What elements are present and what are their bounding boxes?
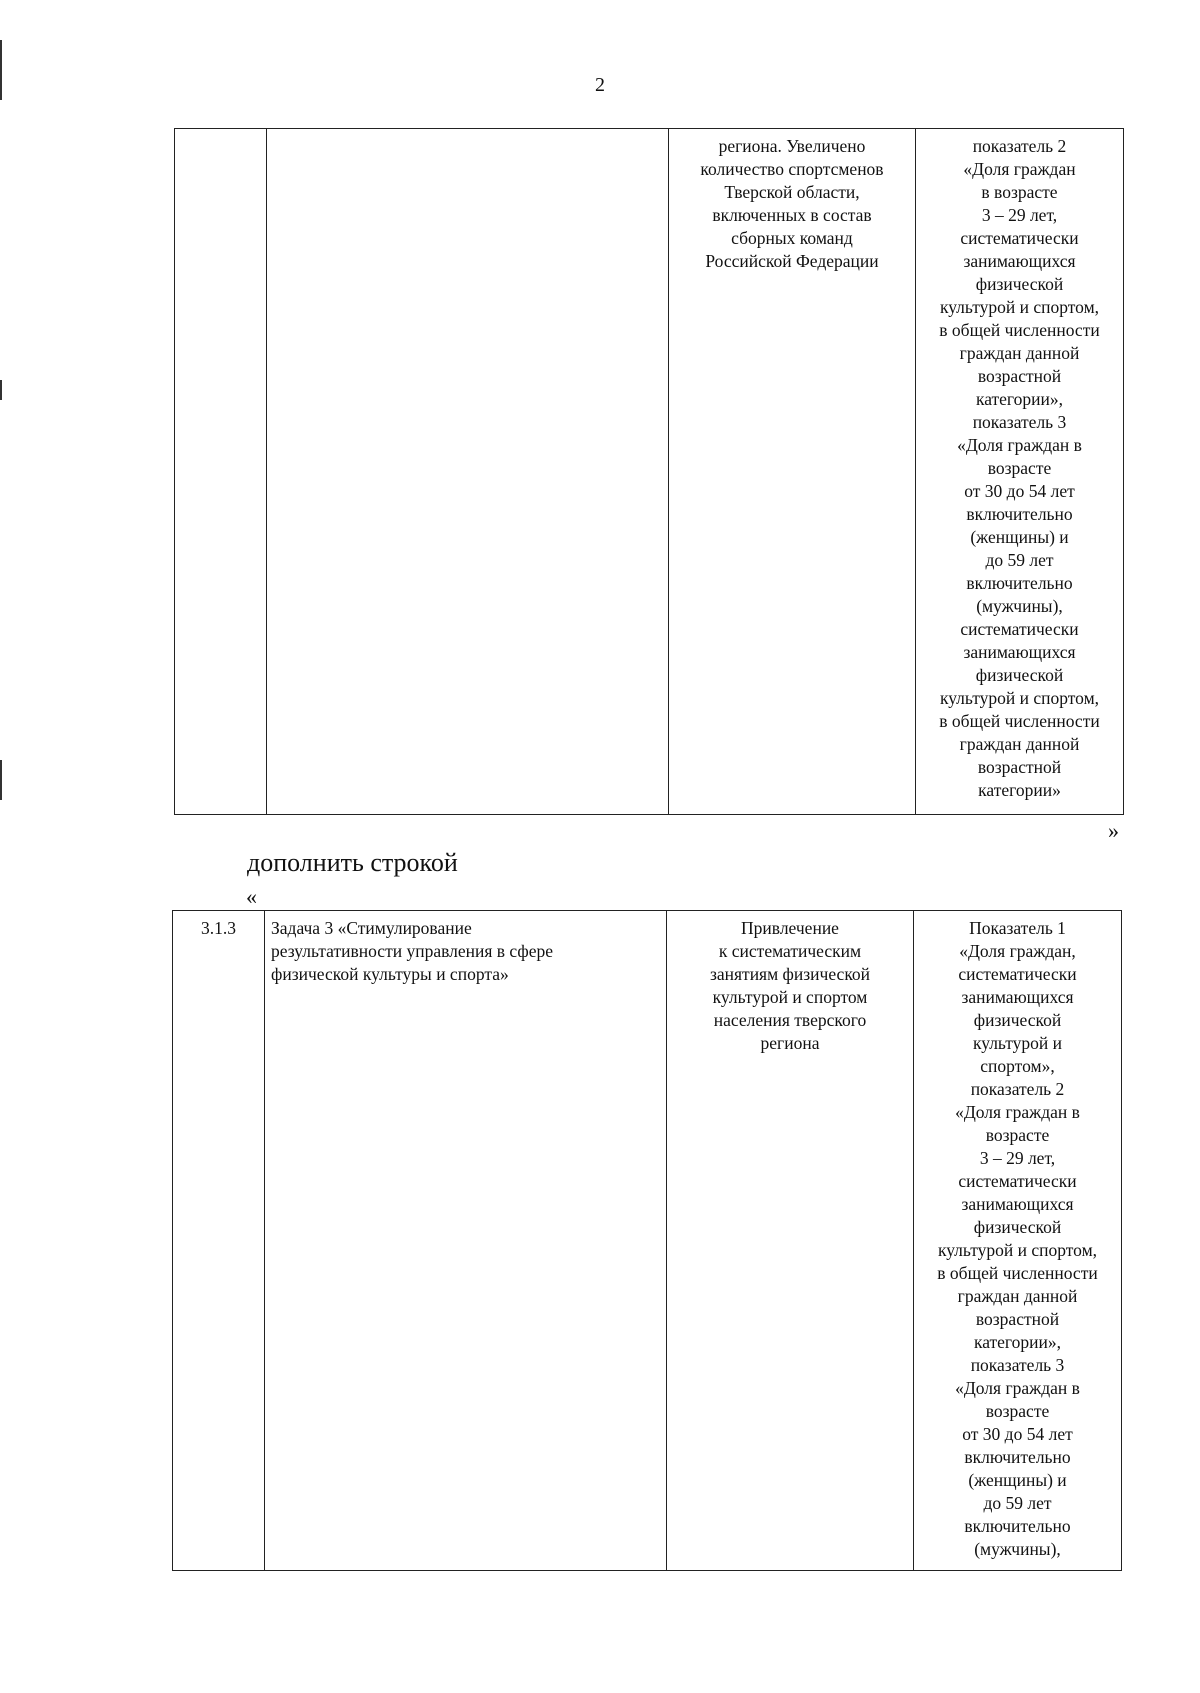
cell-line: Привлечение xyxy=(741,918,839,938)
cell-line: занимающихся xyxy=(963,642,1076,662)
indicator-cell xyxy=(914,911,1122,1571)
cell-line: занимающихся xyxy=(963,251,1076,271)
cell-line: показатель 2 xyxy=(970,1079,1065,1099)
cell-line: граждан данной xyxy=(959,343,1080,363)
scan-edge-mark xyxy=(0,40,2,100)
cell-line: Тверской области, xyxy=(724,182,860,202)
cell-line: возрасте xyxy=(985,1125,1050,1145)
continuation-table xyxy=(174,128,1124,815)
cell-line: возрасте xyxy=(985,1401,1050,1421)
cell-line: Российской Федерации xyxy=(705,251,879,271)
cell-line: Задача 3 «Стимулирование xyxy=(271,918,472,938)
cell-line: 3 – 29 лет, xyxy=(981,205,1058,225)
cell-line: показатель 3 xyxy=(970,1355,1065,1375)
cell-line: (женщины) и xyxy=(968,1470,1067,1490)
cell-line: систематически xyxy=(960,228,1079,248)
cell-line: физической культуры и спорта» xyxy=(271,964,509,984)
cell-line: до 59 лет xyxy=(983,1493,1052,1513)
added-row-table xyxy=(172,910,1122,1571)
cell-line: включительно xyxy=(966,504,1073,524)
cell-line: физической xyxy=(973,1010,1062,1030)
table-row xyxy=(173,911,1122,1571)
cell-line: региона. Увеличено xyxy=(718,136,866,156)
scan-edge-mark xyxy=(0,760,2,800)
cell-line: (мужчины), xyxy=(974,1539,1061,1559)
cell-line: культурой и xyxy=(972,1033,1063,1053)
cell-line: культурой и спортом, xyxy=(939,297,1100,317)
cell-line: физической xyxy=(975,665,1064,685)
cell-line: категории», xyxy=(975,389,1064,409)
cell-line: в общей численности xyxy=(937,1263,1098,1283)
cell-line: включенных в состав xyxy=(712,205,872,225)
cell-line: (мужчины), xyxy=(976,596,1063,616)
cell-line: возрасте xyxy=(987,458,1052,478)
task-cell xyxy=(265,911,667,1571)
cell-line: включительно xyxy=(964,1516,1071,1536)
page-number: 2 xyxy=(595,74,605,96)
cell-line: в возрасте xyxy=(981,182,1058,202)
cell-line: показатель 3 xyxy=(972,412,1067,432)
cell-line: занимающихся xyxy=(961,1194,1074,1214)
cell-line: «Доля граждан в xyxy=(957,435,1082,455)
cell-line: занятиям физической xyxy=(709,964,871,984)
cell-line: к систематическим xyxy=(718,941,862,961)
table-row xyxy=(175,129,1124,815)
cell-line: категории» xyxy=(978,780,1061,800)
result-cell xyxy=(667,911,914,1571)
cell-line: культурой и спортом, xyxy=(939,688,1100,708)
insert-row-instruction: дополнить строкой xyxy=(247,848,458,877)
result-cell xyxy=(669,129,916,815)
cell-line: 3 – 29 лет, xyxy=(979,1148,1056,1168)
cell-line: региона xyxy=(760,1033,820,1053)
cell-line: систематически xyxy=(958,1171,1077,1191)
cell-line: включительно xyxy=(964,1447,1071,1467)
cell-line: возрастной xyxy=(977,757,1062,777)
cell-line: включительно xyxy=(966,573,1073,593)
cell-line: «Доля граждан xyxy=(963,159,1076,179)
cell-line: до 59 лет xyxy=(985,550,1054,570)
scan-edge-mark xyxy=(0,380,2,400)
cell-line: категории», xyxy=(973,1332,1062,1352)
number-cell: 3.1.3 xyxy=(173,911,265,1571)
cell-line: результативности управления в сфере xyxy=(271,941,554,961)
cell-line: возрастной xyxy=(977,366,1062,386)
cell-line: (женщины) и xyxy=(970,527,1069,547)
cell-line: возрастной xyxy=(975,1309,1060,1329)
cell-line: населения тверского xyxy=(713,1010,867,1030)
cell-line: Показатель 1 xyxy=(969,918,1066,938)
cell-line: сборных команд xyxy=(731,228,853,248)
cell-line: культурой и спортом, xyxy=(937,1240,1098,1260)
cell-line: систематически xyxy=(958,964,1077,984)
task-cell xyxy=(267,129,669,815)
number-cell xyxy=(175,129,267,815)
cell-line: от 30 до 54 лет xyxy=(962,1424,1073,1444)
cell-line: в общей численности xyxy=(939,711,1100,731)
cell-line: граждан данной xyxy=(959,734,1080,754)
cell-line: «Доля граждан в xyxy=(955,1102,1080,1122)
closing-quote-mark: » xyxy=(1108,818,1119,843)
cell-line: граждан данной xyxy=(957,1286,1078,1306)
cell-line: спортом», xyxy=(980,1056,1055,1076)
cell-line: «Доля граждан в xyxy=(955,1378,1080,1398)
cell-line: систематически xyxy=(960,619,1079,639)
cell-line: количество спортсменов xyxy=(700,159,884,179)
cell-line: в общей численности xyxy=(939,320,1100,340)
cell-line: занимающихся xyxy=(961,987,1074,1007)
cell-line: «Доля граждан, xyxy=(959,941,1076,961)
indicator-cell xyxy=(916,129,1124,815)
cell-line: от 30 до 54 лет xyxy=(964,481,1075,501)
opening-quote-mark: « xyxy=(246,884,257,909)
cell-line: физической xyxy=(975,274,1064,294)
cell-line: физической xyxy=(973,1217,1062,1237)
cell-line: культурой и спортом xyxy=(712,987,868,1007)
cell-line: показатель 2 xyxy=(972,136,1067,156)
